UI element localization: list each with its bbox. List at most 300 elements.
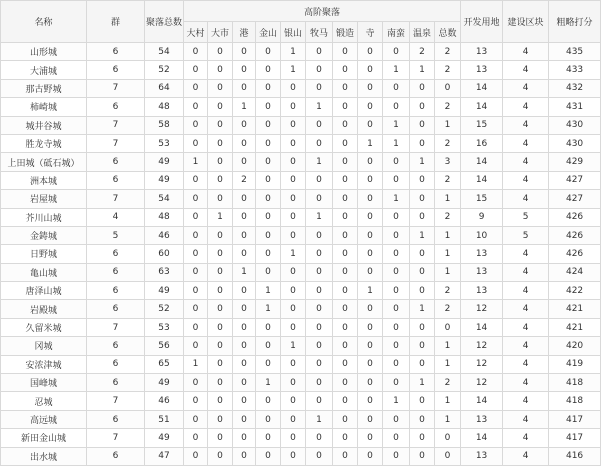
cell-name: 岩屋城 [1,190,87,208]
cell-high-count: 0 [358,410,383,428]
cell-high-count: 0 [184,429,208,447]
cell-dev: 13 [461,447,503,465]
cell-name: 久留米城 [1,318,87,336]
cell-high-count: 0 [383,171,410,189]
cell-score: 422 [549,282,601,300]
cell-total: 65 [145,355,184,373]
cell-block: 4 [503,318,549,336]
cell-score: 426 [549,208,601,226]
cell-high-count: 1 [281,43,306,61]
cell-high-count: 0 [256,410,281,428]
cell-name: 洲本城 [1,171,87,189]
cell-dev: 14 [461,318,503,336]
cell-high-count: 0 [184,447,208,465]
cell-high-count: 0 [333,116,358,134]
cell-high-count: 0 [208,43,233,61]
cell-high-count: 1 [410,300,435,318]
table-row [1,282,601,300]
header-block[interactable]: 建设区块 [503,1,549,43]
cell-name: 唐泽山城 [1,282,87,300]
cell-high-count: 0 [358,355,383,373]
cell-high-count: 2 [233,171,256,189]
cell-group: 7 [87,134,145,152]
cell-high-count: 0 [383,282,410,300]
cell-high-count: 0 [208,337,233,355]
cell-dev: 13 [461,43,503,61]
cell-high-count: 2 [435,374,461,392]
cell-block: 4 [503,392,549,410]
cell-high-count: 0 [306,447,333,465]
cell-high-count: 0 [358,263,383,281]
cell-high-count: 0 [256,153,281,171]
cell-name: 芥川山城 [1,208,87,226]
cell-high-count: 0 [306,355,333,373]
header-sub[interactable]: 银山 [281,22,306,43]
cell-score: 421 [549,300,601,318]
table-row [1,226,601,244]
cell-total: 46 [145,226,184,244]
cell-high-count: 0 [233,208,256,226]
cell-name: 冈城 [1,337,87,355]
cell-high-count: 0 [333,429,358,447]
cell-name: 日野城 [1,245,87,263]
cell-high-count: 0 [256,61,281,79]
cell-high-count: 0 [333,374,358,392]
cell-name: 新田金山城 [1,429,87,447]
cell-high-count: 0 [410,429,435,447]
cell-high-count: 0 [383,337,410,355]
table-row [1,447,601,465]
cell-high-count: 0 [233,392,256,410]
header-sub[interactable]: 港 [233,22,256,43]
cell-high-count: 0 [281,98,306,116]
cell-high-count: 1 [358,134,383,152]
cell-high-count: 0 [306,337,333,355]
cell-high-count: 0 [306,392,333,410]
cell-block: 4 [503,447,549,465]
cell-high-count: 1 [306,153,333,171]
cell-high-count: 0 [281,300,306,318]
cell-high-count: 1 [435,116,461,134]
cell-high-count: 0 [208,245,233,263]
header-name[interactable]: 名称 [1,1,87,43]
cell-high-count: 1 [435,190,461,208]
cell-block: 4 [503,300,549,318]
table-row [1,208,601,226]
header-sub[interactable]: 锻造 [333,22,358,43]
cell-block: 5 [503,226,549,244]
cell-high-count: 0 [256,429,281,447]
cell-group: 6 [87,410,145,428]
cell-high-count: 2 [410,43,435,61]
cell-group: 6 [87,245,145,263]
cell-high-count: 0 [410,116,435,134]
table-row [1,429,601,447]
header-sub[interactable]: 温泉 [410,22,435,43]
cell-block: 4 [503,134,549,152]
cell-group: 7 [87,79,145,97]
cell-high-count: 0 [233,429,256,447]
cell-high-count: 0 [306,116,333,134]
cell-group: 6 [87,300,145,318]
cell-high-count: 0 [281,79,306,97]
cell-dev: 12 [461,337,503,355]
cell-high-count: 0 [184,171,208,189]
cell-block: 4 [503,282,549,300]
cell-high-count: 0 [233,282,256,300]
cell-high-count: 1 [281,245,306,263]
cell-group: 6 [87,43,145,61]
cell-block: 4 [503,153,549,171]
cell-block: 4 [503,429,549,447]
cell-group: 5 [87,226,145,244]
cell-dev: 12 [461,300,503,318]
cell-total: 49 [145,374,184,392]
cell-dev: 13 [461,263,503,281]
cell-high-count: 0 [358,337,383,355]
header-total[interactable]: 聚落总数 [145,1,184,43]
cell-high-count: 0 [358,171,383,189]
cell-high-count: 0 [233,190,256,208]
cell-high-count: 0 [233,226,256,244]
cell-block: 4 [503,374,549,392]
cell-high-count: 2 [435,98,461,116]
cell-score: 418 [549,374,601,392]
table-row [1,245,601,263]
cell-group: 6 [87,355,145,373]
cell-high-count: 0 [256,43,281,61]
cell-total: 54 [145,43,184,61]
table-row [1,300,601,318]
cell-high-count: 0 [233,410,256,428]
cell-high-count: 0 [410,190,435,208]
cell-score: 420 [549,337,601,355]
cell-score: 435 [549,43,601,61]
cell-high-count: 1 [410,153,435,171]
header-sub[interactable]: 大市 [208,22,233,43]
cell-high-count: 0 [256,116,281,134]
cell-high-count: 0 [256,263,281,281]
cell-group: 6 [87,337,145,355]
cell-group: 7 [87,116,145,134]
cell-block: 4 [503,410,549,428]
cell-high-count: 0 [208,116,233,134]
cell-high-count: 1 [306,208,333,226]
cell-high-count: 0 [184,208,208,226]
cell-total: 64 [145,79,184,97]
cell-group: 7 [87,392,145,410]
cell-high-count: 1 [358,282,383,300]
cell-high-count: 0 [435,79,461,97]
cell-high-count: 0 [256,134,281,152]
cell-high-count: 0 [383,153,410,171]
cell-high-count: 0 [383,98,410,116]
cell-high-count: 0 [256,208,281,226]
cell-high-count: 0 [184,43,208,61]
cell-high-count: 0 [184,410,208,428]
cell-high-count: 0 [410,263,435,281]
cell-high-count: 0 [358,153,383,171]
cell-group: 6 [87,61,145,79]
cell-high-count: 0 [435,318,461,336]
cell-block: 4 [503,98,549,116]
cell-high-count: 1 [435,410,461,428]
cell-dev: 12 [461,374,503,392]
cell-high-count: 0 [208,318,233,336]
header-dev[interactable]: 开发用地 [461,1,503,43]
cell-high-count: 0 [435,429,461,447]
cell-high-count: 0 [233,245,256,263]
header-sub[interactable]: 寺 [358,22,383,43]
cell-high-count: 0 [383,300,410,318]
cell-name: 大浦城 [1,61,87,79]
table-row [1,134,601,152]
cell-high-count: 0 [358,300,383,318]
cell-total: 52 [145,300,184,318]
cell-high-count: 1 [208,208,233,226]
cell-high-count: 0 [208,153,233,171]
cell-dev: 14 [461,153,503,171]
header-sub[interactable]: 南蛮 [383,22,410,43]
cell-total: 46 [145,392,184,410]
cell-high-count: 1 [435,392,461,410]
cell-high-count: 2 [435,61,461,79]
cell-high-count: 0 [256,98,281,116]
cell-high-count: 0 [410,171,435,189]
cell-group: 6 [87,282,145,300]
cell-dev: 9 [461,208,503,226]
cell-high-count: 0 [281,153,306,171]
cell-high-count: 0 [208,300,233,318]
cell-high-count: 0 [256,447,281,465]
cell-high-count: 0 [281,116,306,134]
cell-high-count: 0 [306,318,333,336]
cell-high-count: 0 [256,171,281,189]
cell-block: 4 [503,190,549,208]
cell-total: 60 [145,245,184,263]
cell-high-count: 0 [383,263,410,281]
cell-high-count: 0 [358,318,383,336]
cell-high-count: 0 [383,226,410,244]
cell-name: 安浓津城 [1,355,87,373]
cell-high-count: 1 [435,355,461,373]
cell-high-count: 0 [410,134,435,152]
cell-score: 424 [549,263,601,281]
cell-high-count: 0 [281,355,306,373]
header-sub[interactable]: 金山 [256,22,281,43]
cell-high-count: 0 [233,337,256,355]
cell-high-count: 0 [333,282,358,300]
cell-score: 432 [549,79,601,97]
cell-dev: 15 [461,116,503,134]
cell-high-count: 1 [435,226,461,244]
cell-name: 山形城 [1,43,87,61]
cell-high-count: 0 [410,318,435,336]
cell-high-count: 0 [233,116,256,134]
cell-high-count: 0 [281,282,306,300]
table-header [1,1,601,43]
cell-total: 48 [145,208,184,226]
cell-high-count: 0 [184,116,208,134]
cell-high-count: 0 [306,429,333,447]
cell-high-count: 0 [333,226,358,244]
cell-high-count: 0 [281,171,306,189]
cell-high-count: 0 [358,392,383,410]
cell-score: 433 [549,61,601,79]
cell-high-count: 2 [435,282,461,300]
cell-block: 4 [503,245,549,263]
cell-high-count: 1 [383,116,410,134]
table-row [1,190,601,208]
cell-total: 49 [145,429,184,447]
cell-high-count: 0 [306,263,333,281]
table-body [1,43,601,466]
cell-high-count: 0 [184,79,208,97]
cell-high-count: 0 [333,79,358,97]
cell-total: 63 [145,263,184,281]
cell-high-count: 0 [233,79,256,97]
cell-high-count: 1 [383,392,410,410]
table-row [1,318,601,336]
cell-high-count: 1 [256,374,281,392]
cell-name: 忍城 [1,392,87,410]
cell-total: 53 [145,318,184,336]
cell-high-count: 0 [358,429,383,447]
cell-group: 4 [87,208,145,226]
cell-high-count: 0 [333,355,358,373]
cell-score: 421 [549,318,601,336]
cell-name: 上田城（砥石城） [1,153,87,171]
cell-high-count: 0 [281,208,306,226]
cell-high-count: 0 [281,134,306,152]
cell-high-count: 0 [306,245,333,263]
cell-score: 426 [549,226,601,244]
cell-name: 城井谷城 [1,116,87,134]
cell-total: 52 [145,61,184,79]
cell-high-count: 2 [435,134,461,152]
cell-group: 6 [87,447,145,465]
cell-high-count: 0 [281,429,306,447]
cell-high-count: 0 [333,245,358,263]
cell-score: 416 [549,447,601,465]
cell-name: 柿崎城 [1,98,87,116]
cell-high-count: 0 [333,318,358,336]
cell-high-count: 3 [435,153,461,171]
cell-high-count: 1 [281,61,306,79]
table-row [1,79,601,97]
cell-high-count: 0 [281,263,306,281]
header-high: 高阶聚落 [184,1,461,22]
cell-high-count: 0 [383,447,410,465]
cell-high-count: 1 [256,282,281,300]
cell-group: 6 [87,374,145,392]
cell-high-count: 0 [184,245,208,263]
cell-dev: 15 [461,190,503,208]
cell-high-count: 0 [410,447,435,465]
header-score[interactable]: 粗略打分 [549,1,601,43]
cell-block: 4 [503,116,549,134]
cell-group: 7 [87,429,145,447]
cell-high-count: 2 [435,300,461,318]
cell-high-count: 0 [306,282,333,300]
cell-high-count: 0 [233,300,256,318]
cell-high-count: 0 [281,190,306,208]
cell-high-count: 0 [358,447,383,465]
cell-name: 胜龙寺城 [1,134,87,152]
cell-high-count: 0 [208,429,233,447]
cell-high-count: 1 [435,245,461,263]
cell-high-count: 0 [306,61,333,79]
cell-total: 56 [145,337,184,355]
cell-total: 49 [145,171,184,189]
cell-name: 国峰城 [1,374,87,392]
cell-dev: 14 [461,171,503,189]
cell-high-count: 0 [306,171,333,189]
cell-high-count: 0 [256,79,281,97]
cell-high-count: 0 [208,263,233,281]
cell-high-count: 0 [306,374,333,392]
cell-high-count: 0 [208,134,233,152]
cell-block: 4 [503,61,549,79]
cell-block: 4 [503,43,549,61]
cell-high-count: 0 [333,98,358,116]
cell-name: 金鋳城 [1,226,87,244]
cell-block: 4 [503,79,549,97]
cell-high-count: 0 [281,392,306,410]
cell-total: 53 [145,134,184,152]
cell-score: 431 [549,98,601,116]
cell-high-count: 0 [358,98,383,116]
cell-total: 48 [145,98,184,116]
header-sub[interactable]: 总数 [435,22,461,43]
cell-high-count: 0 [333,410,358,428]
cell-group: 6 [87,171,145,189]
cell-block: 4 [503,355,549,373]
cell-high-count: 0 [281,374,306,392]
cell-high-count: 1 [435,263,461,281]
cell-high-count: 1 [410,226,435,244]
cell-block: 4 [503,263,549,281]
header-sub[interactable]: 大村 [184,22,208,43]
cell-high-count: 0 [410,79,435,97]
cell-total: 51 [145,410,184,428]
cell-high-count: 0 [410,355,435,373]
cell-high-count: 0 [184,374,208,392]
cell-high-count: 1 [383,134,410,152]
header-sub[interactable]: 牧马 [306,22,333,43]
cell-high-count: 1 [233,98,256,116]
cell-high-count: 0 [383,318,410,336]
cell-total: 49 [145,282,184,300]
cell-score: 418 [549,392,601,410]
cell-total: 49 [145,153,184,171]
cell-dev: 10 [461,226,503,244]
cell-high-count: 0 [208,410,233,428]
cell-high-count: 1 [306,410,333,428]
cell-high-count: 0 [358,79,383,97]
cell-high-count: 0 [306,43,333,61]
header-group[interactable]: 群 [87,1,145,43]
cell-high-count: 0 [208,374,233,392]
cell-high-count: 0 [233,374,256,392]
cell-high-count: 0 [256,190,281,208]
cell-high-count: 0 [410,392,435,410]
cell-high-count: 0 [333,300,358,318]
cell-high-count: 0 [184,300,208,318]
cell-score: 429 [549,153,601,171]
cell-name: 那古野城 [1,79,87,97]
cell-high-count: 1 [383,61,410,79]
